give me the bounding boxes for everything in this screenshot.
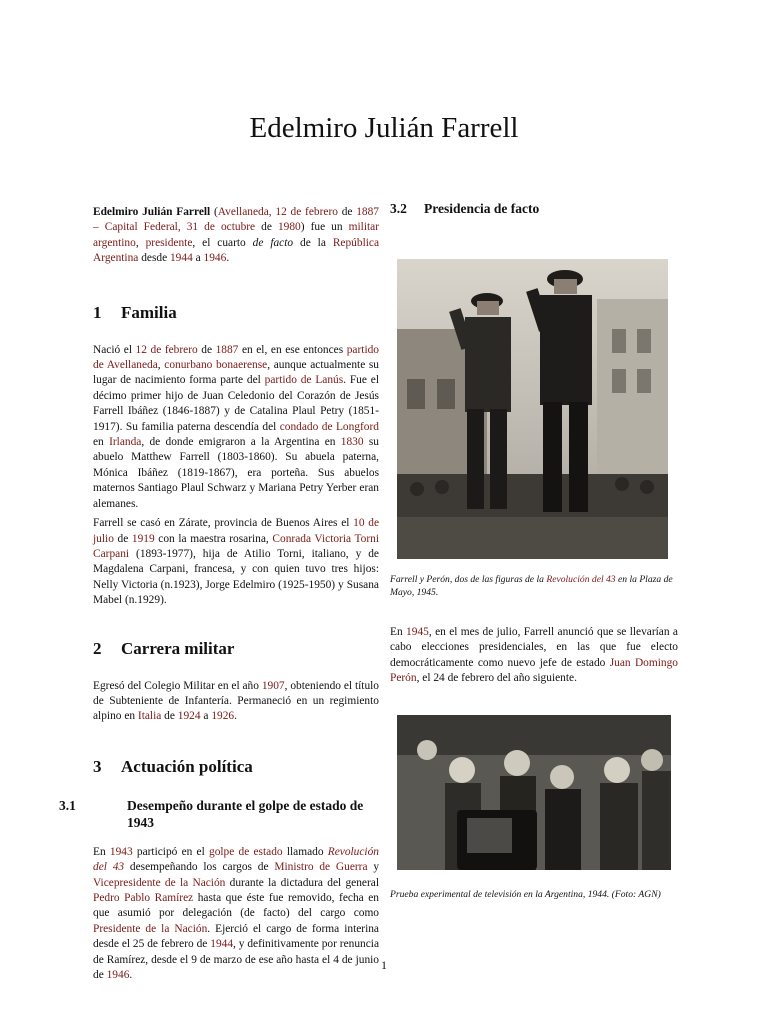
- intro-text-3: de: [337, 206, 357, 218]
- carrera_p-text-8: .: [234, 710, 237, 723]
- photo-caption-farrell-peron: [390, 573, 678, 599]
- familia_p2-text-0: Farrell se casó en Zárate, provincia de Buenos Aires el: [93, 517, 354, 530]
- golpe_p-text-6: desempeñando los cargos de: [124, 861, 275, 874]
- photo-caption-television: [390, 888, 678, 901]
- intro-link-10[interactable]: presidente: [145, 236, 193, 249]
- familia_p1-link-3[interactable]: 1887: [215, 343, 239, 356]
- presidencia-paragraph: [390, 625, 678, 687]
- golpe_p-text-18: .: [129, 969, 133, 981]
- photo-farrell-peron: [397, 259, 668, 559]
- carrera_p-link-3[interactable]: Italia: [137, 710, 162, 723]
- intro-link-14[interactable]: República Argentina: [93, 236, 380, 265]
- familia_p1-text-0: Nació el: [93, 343, 136, 356]
- golpe_p-text-10: durante la dictadura del general: [225, 876, 379, 889]
- article-title: Edelmiro Julián Farrell: [249, 112, 519, 144]
- golpe_p-link-5[interactable]: Revolución del 43: [93, 845, 379, 874]
- golpe_p-link-7[interactable]: Ministro de Guerra: [274, 861, 368, 874]
- intro-link-16[interactable]: 1944: [169, 252, 193, 265]
- golpe_p-text-0: En: [93, 845, 110, 858]
- golpe_p-text-4: llamado: [282, 845, 328, 858]
- intro-link-2[interactable]: Avellaneda, 12 de febrero: [217, 206, 338, 218]
- familia_p1-link-9[interactable]: partido de Lanús: [264, 374, 344, 387]
- golpe_p-text-8: y: [367, 861, 380, 874]
- carrera_p-link-7[interactable]: 1926: [211, 710, 235, 723]
- familia_p1-text-16: su abuelo Matthew Farrell (1803-1860). Su abuela paterna, Mónica Ibáñez (1819-1867), era porteña. Sus abuelos maternos Santiago Plaul Schwarz y Mariana Petry Yerber eran alemanes.: [93, 436, 379, 510]
- photo-television-test-illustration: [397, 715, 671, 870]
- intro-text-11: , el cuarto: [192, 236, 253, 249]
- intro-link-4[interactable]: 1887 – Capital Federal, 31 de octubre: [93, 206, 379, 234]
- familia_p2-text-4: con la maestra rosarina,: [154, 532, 273, 545]
- golpe_p-text-2: participó en el: [132, 845, 209, 858]
- pres_p-link-3[interactable]: Juan Domingo Perón: [390, 656, 678, 685]
- intro-link-8[interactable]: militar argentino: [93, 221, 379, 249]
- familia_p2-text-2: de: [113, 532, 132, 545]
- familia_p1-text-12: en: [93, 436, 110, 449]
- intro-text-15: desde: [138, 252, 170, 265]
- familia_p2-link-5[interactable]: Conrada Victoria Torni Carpani: [93, 532, 379, 560]
- carrera_p-text-2: , obteniendo el título de Subteniente de Infantería. Permaneció en un regimiento alpino en: [93, 679, 379, 723]
- carrera-paragraph: [93, 679, 379, 725]
- left-column: [59, 205, 380, 983]
- familia_p2-link-3[interactable]: 1919: [131, 532, 155, 545]
- carrera_p-link-1[interactable]: 1907: [261, 679, 285, 692]
- familia_p1-link-11[interactable]: condado de Longford: [279, 420, 379, 433]
- familia_p2-link-1[interactable]: 10 de julio: [93, 517, 379, 545]
- golpe_p-link-11[interactable]: Pedro Pablo Ramírez: [93, 891, 194, 904]
- intro-text-7: ) fue un: [300, 221, 349, 234]
- familia_p1-text-8: , aunque actualmente su lugar de nacimiento forma parte del: [93, 359, 380, 387]
- pres_p-link-1[interactable]: 1945: [406, 626, 429, 638]
- familia_p1-link-13[interactable]: Irlanda: [109, 436, 142, 449]
- carrera_p-text-6: a: [200, 710, 212, 723]
- subsection-heading-golpe: 3.1 Desempeño durante el golpe de estado de 1943: [59, 797, 364, 830]
- intro-paragraph: [93, 205, 379, 267]
- photo-television-test: [397, 715, 671, 870]
- golpe_p-link-17[interactable]: 1946: [106, 969, 130, 981]
- familia_p1-text-2: de: [197, 343, 216, 356]
- section-heading-carrera-militar: 2 Carrera militar: [93, 638, 235, 658]
- intro-text-5: de: [255, 221, 278, 234]
- familia_p1-text-4: en el, en ese entonces: [238, 343, 347, 356]
- familia_p2-text-6: (1893-1977), hija de Atilio Torni, italiano, y de Magdalena Carpani, francesa, y con quien tuvo tres hijos: Nelly Victoria (n.1923), Jorge Edelmiro (1925-1950) y Susana Mabel (n.1929).: [93, 547, 379, 607]
- intro-text-0: Edelmiro Julián Farrell: [93, 206, 211, 218]
- familia-paragraph-1: [93, 343, 379, 512]
- section-heading-familia: 1 Familia: [93, 302, 177, 322]
- golpe_p-text-16: , y definitivamente por renuncia de Ramírez, desde el 9 de marzo de ese año hasta el 4 de junio de: [93, 938, 379, 981]
- photo-farrell-peron-illustration: [397, 259, 668, 559]
- carrera_p-text-4: de: [161, 710, 178, 723]
- intro-text-13: de la: [293, 236, 333, 249]
- familia_p1-link-15[interactable]: 1830: [340, 436, 364, 449]
- intro-text-17: a: [192, 252, 204, 265]
- golpe_p-text-14: . Ejerció el cargo de forma interina desde el 25 de febrero de: [93, 922, 379, 951]
- subsection-heading-presidencia: 3.2 Presidencia de facto: [390, 201, 540, 216]
- familia_p1-link-1[interactable]: 12 de febrero: [135, 343, 198, 356]
- intro-text-12: de facto: [252, 236, 294, 249]
- carrera_p-text-0: Egresó del Colegio Militar en el año: [93, 679, 262, 692]
- golpe_p-link-13[interactable]: Presidente de la Nación: [93, 922, 208, 935]
- intro-link-18[interactable]: 1946: [203, 252, 227, 265]
- familia-paragraph-2: [93, 516, 379, 608]
- caption1-text-0: Farrell y Perón, dos de las figuras de la: [390, 574, 547, 585]
- page-number: 1: [381, 958, 387, 972]
- familia_p1-link-7[interactable]: conurbano bonaerense: [164, 359, 268, 372]
- familia_p1-link-5[interactable]: partido de Avellaneda: [93, 343, 379, 372]
- pres_p-text-2: , en el mes de julio, Farrell anunció que se llevarían a cabo elecciones presidenciales, en las que fue electo democráticamente como nuevo jefe de estado: [390, 626, 678, 669]
- caption1-text-2: en la Plaza de Mayo, 1945.: [390, 574, 673, 598]
- intro-text-1: (: [210, 206, 218, 218]
- intro-text-19: .: [226, 252, 230, 265]
- intro-link-6[interactable]: 1980: [277, 221, 301, 234]
- carrera_p-link-5[interactable]: 1924: [177, 710, 201, 723]
- golpe_p-link-1[interactable]: 1943: [109, 845, 133, 858]
- caption1-link-1[interactable]: Revolución del 43: [546, 574, 616, 585]
- golpe_p-text-12: hasta que éste fue removido, fecha en que asumió por delegación (de facto) del cargo como: [93, 891, 379, 920]
- familia_p1-text-14: , de donde emigraron a la Argentina en: [141, 436, 341, 449]
- intro-text-9: ,: [135, 236, 146, 249]
- right-column: [390, 200, 678, 901]
- golpe_p-link-3[interactable]: golpe de estado: [209, 845, 283, 858]
- familia_p1-text-10: . Fue el décimo primer hijo de Juan Celedonio del Corazón de Jesús Farrell Ibáñez (1846-1887) y de Catalina Plaul Petry (1851-1917). Su familia paterna descendía del: [93, 374, 379, 433]
- pres_p-text-4: , el 24 de febrero del año siguiente.: [416, 672, 577, 685]
- golpe_p-link-15[interactable]: 1944: [210, 938, 234, 951]
- caption2-text-0: Prueba experimental de televisión en la Argentina, 1944. (Foto: AGN): [390, 888, 661, 900]
- familia_p1-text-6: ,: [157, 359, 165, 372]
- pres_p-text-0: En: [390, 626, 407, 638]
- section-heading-actuacion-politica: 3 Actuación política: [93, 756, 253, 776]
- golpe_p-link-9[interactable]: Vicepresidente de la Nación: [93, 876, 226, 889]
